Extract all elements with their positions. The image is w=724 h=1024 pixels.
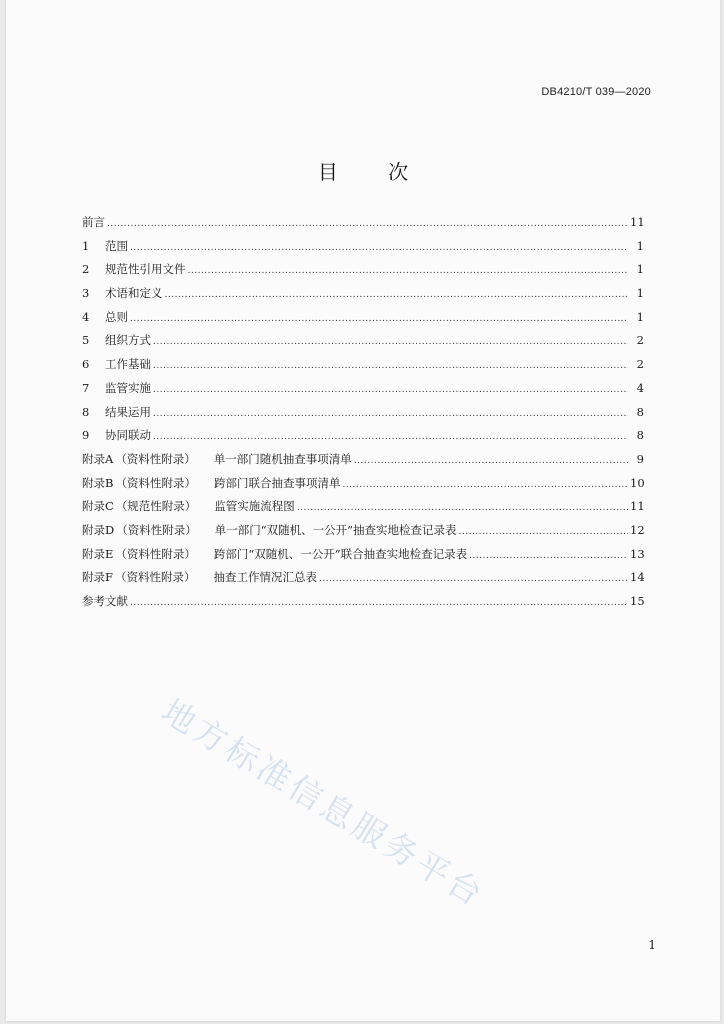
document-page: [6, 0, 720, 1021]
toc-page: 1: [636, 309, 644, 324]
toc-label: 监管实施: [105, 380, 151, 395]
toc-annex-type: （资料性附录）: [115, 475, 196, 490]
toc-annex-type: （资料性附录）: [115, 451, 196, 466]
toc-label: 工作基础: [105, 357, 151, 372]
toc-annex-id: 附录A: [82, 451, 114, 466]
toc-leader-dots: [130, 243, 628, 253]
toc-number: 3: [82, 286, 90, 301]
toc-number: 9: [82, 428, 90, 443]
toc-leader-dots: [130, 314, 628, 324]
toc-page: 4: [636, 380, 644, 395]
toc-page: 11: [630, 499, 645, 514]
toc-entry-references[interactable]: [82, 593, 644, 617]
toc-annex-id: 附录F: [82, 570, 113, 585]
table-of-contents: [82, 214, 644, 617]
toc-leader-dots: [319, 574, 628, 584]
toc-label: 单一部门“双随机、一公开”抽查实地检查记录表: [214, 522, 457, 537]
toc-page: 12: [630, 522, 645, 537]
toc-page: 8: [636, 404, 644, 419]
toc-leader-dots: [297, 503, 628, 513]
toc-entry-foreword[interactable]: [82, 214, 644, 238]
toc-leader-dots: [153, 337, 628, 347]
toc-annex-type: （资料性附录）: [115, 546, 196, 561]
toc-label: 总则: [105, 309, 128, 324]
toc-page: 2: [636, 333, 644, 348]
toc-number: 4: [82, 309, 90, 324]
toc-entry-3[interactable]: [82, 285, 644, 309]
toc-page: 10: [630, 475, 645, 490]
toc-page: 11: [630, 215, 645, 229]
toc-page: 1: [636, 238, 644, 253]
toc-label: 跨部门联合抽查事项清单: [213, 475, 341, 490]
toc-leader-dots: [153, 361, 628, 371]
toc-annex-a[interactable]: [82, 451, 644, 475]
toc-annex-id: 附录D: [82, 522, 115, 537]
document-code: DB4210/T 039—2020: [541, 86, 651, 98]
toc-label: 结果运用: [105, 404, 151, 419]
toc-label: 协同联动: [105, 428, 151, 443]
toc-annex-f[interactable]: [82, 569, 644, 593]
toc-label: 跨部门“双随机、一公开”联合抽查实地检查记录表: [213, 546, 468, 561]
title-char-1: 目: [317, 160, 338, 184]
toc-leader-dots: [342, 480, 628, 490]
toc-number: 6: [82, 357, 90, 372]
toc-leader-dots: [153, 385, 628, 395]
watermark-text: 地方标准信息服务平台: [154, 691, 493, 916]
toc-annex-type: （资料性附录）: [116, 522, 197, 537]
toc-entry-9[interactable]: [82, 427, 644, 451]
toc-page: 13: [630, 546, 645, 561]
toc-annex-type: （规范性附录）: [115, 499, 197, 514]
toc-page: 9: [636, 451, 644, 466]
toc-page: 8: [636, 428, 644, 443]
page-number: 1: [648, 938, 656, 952]
toc-leader-dots: [459, 527, 629, 537]
toc-number: 8: [82, 404, 90, 419]
toc-label: 监管实施流程图: [214, 499, 295, 514]
toc-annex-id: 附录C: [82, 499, 114, 514]
toc-label: 规范性引用文件: [105, 262, 186, 277]
toc-page: 14: [630, 570, 645, 585]
toc-leader-dots: [354, 456, 628, 466]
toc-annex-c[interactable]: [82, 498, 644, 522]
toc-label: 前言: [82, 215, 105, 229]
toc-entry-1[interactable]: [82, 238, 644, 262]
toc-entry-6[interactable]: [82, 356, 644, 380]
toc-page: 15: [630, 594, 645, 608]
toc-label: 单一部门随机抽查事项清单: [213, 451, 352, 466]
toc-entry-5[interactable]: [82, 332, 644, 356]
toc-leader-dots: [165, 290, 629, 300]
toc-annex-id: 附录B: [82, 475, 114, 490]
toc-leader-dots: [153, 432, 628, 442]
toc-entry-8[interactable]: [82, 404, 644, 428]
title-char-2: 次: [388, 160, 409, 184]
toc-leader-dots: [130, 598, 628, 608]
toc-number: 5: [82, 333, 90, 348]
toc-page: 1: [636, 262, 644, 277]
toc-label: 参考文献: [82, 594, 128, 608]
toc-page: 1: [636, 286, 644, 301]
toc-label: 范围: [105, 238, 128, 253]
toc-annex-d[interactable]: [82, 522, 644, 546]
toc-leader-dots: [188, 266, 629, 276]
toc-label: 抽查工作情况汇总表: [213, 570, 317, 585]
toc-entry-4[interactable]: [82, 309, 644, 333]
toc-annex-b[interactable]: [82, 475, 644, 499]
toc-annex-type: （资料性附录）: [114, 570, 196, 585]
toc-leader-dots: [153, 409, 628, 419]
toc-label: 术语和定义: [105, 286, 163, 301]
toc-leader-dots: [107, 219, 628, 229]
toc-annex-e[interactable]: [82, 546, 644, 570]
toc-entry-7[interactable]: [82, 380, 644, 404]
toc-number: 1: [82, 238, 90, 253]
toc-annex-id: 附录E: [82, 546, 114, 561]
page-title: [6, 156, 720, 185]
toc-entry-2[interactable]: [82, 261, 644, 285]
toc-page: 2: [636, 357, 644, 372]
toc-number: 2: [82, 262, 90, 277]
toc-leader-dots: [469, 551, 628, 561]
toc-number: 7: [82, 380, 90, 395]
toc-label: 组织方式: [105, 333, 151, 348]
